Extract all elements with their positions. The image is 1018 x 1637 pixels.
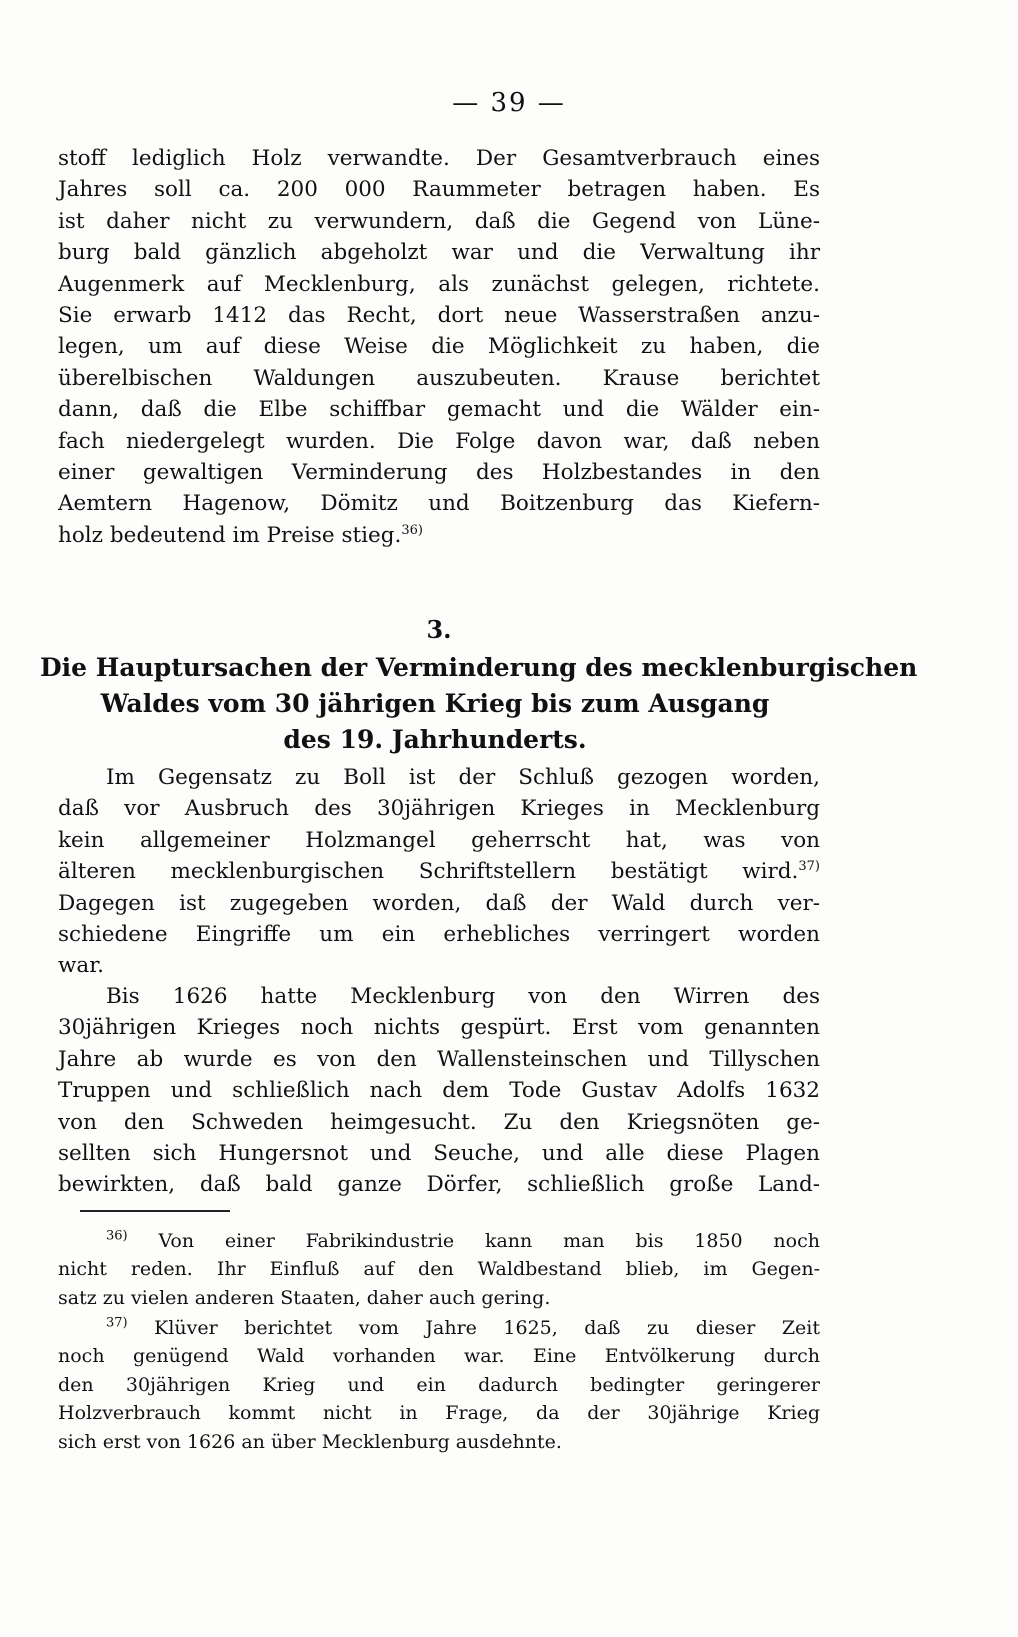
heading-line: Waldes vom 30 jährigen Krieg bis zum Ausgang [100,689,770,718]
footnote-line: den 30jährigen Krieg und ein dadurch bedingter geringerer [58,1373,820,1396]
text-line: kein allgemeiner Holzmangel geherrscht hat, was von [58,827,820,853]
footnote-37 [58,1314,820,1456]
footnote-line [58,1227,820,1255]
footnote-line: noch genügend Wald vorhanden war. Eine Entvölkerung durch [58,1345,820,1368]
text-line-content: holz bedeutend im Preise stieg. [58,522,402,548]
text-line: war. [58,953,104,979]
footnote-text: Von einer Fabrikindustrie kann man bis 1850 noch [158,1230,820,1252]
paragraph-1 [58,143,820,551]
page-number: — 39 — [452,88,566,118]
footnote-line: nicht reden. Ihr Einfluß auf den Waldbestand blieb, im Gegen- [58,1258,820,1281]
footnote-reference: 37) [798,859,820,875]
text-line: bewirkten, daß bald ganze Dörfer, schließlich große Land- [58,1172,820,1198]
text-line: stoff lediglich Holz verwandte. Der Gesamtverbrauch eines [58,146,820,171]
footnote-line: Holzverbrauch kommt nicht in Frage, da der 30jährige Krieg [58,1402,820,1425]
text-line: 30jährigen Krieges noch nichts gespürt. Erst vom genannten [58,1015,820,1041]
section-number: 3. [426,615,452,644]
footnote-reference: 36) [401,522,423,538]
heading-line: des 19. Jahrhunderts. [283,725,587,754]
text-line: Dagegen ist zugegeben worden, daß der Wald durch ver- [58,890,820,916]
text-line-content: älteren mecklenburgischen Schriftstellern bestätigt wird. [58,859,799,885]
text-line: einer gewaltigen Verminderung des Holzbestandes in den [58,459,820,485]
text-line: burg bald gänzlich abgeholzt war und die Verwaltung ihr [58,240,820,266]
text-line: daß vor Ausbruch des 30jährigen Krieges in Mecklenburg [58,796,820,822]
heading-line: Die Hauptursachen der Verminderung des mecklenburgischen [40,653,918,682]
footnote-line: sich erst von 1626 an über Mecklenburg ausdehnte. [58,1430,562,1453]
footnote-marker: 36) [106,1228,128,1244]
text-line: Im Gegensatz zu Boll ist der Schluß gezogen worden, [106,765,820,790]
text-line: dann, daß die Elbe schiffbar gemacht und die Wälder ein- [58,397,820,423]
text-line: ist daher nicht zu verwundern, daß die Gegend von Lüne- [58,208,820,234]
text-line: sellten sich Hungersnot und Seuche, und alle diese Plagen [58,1140,820,1166]
text-line: Jahres soll ca. 200 000 Raummeter betragen haben. Es [58,177,820,203]
text-line: von den Schweden heimgesucht. Zu den Kriegsnöten ge- [58,1109,820,1135]
text-line: legen, um auf diese Weise die Möglichkeit zu haben, die [58,334,820,360]
text-line: Aemtern Hagenow, Dömitz und Boitzenburg das Kiefern- [58,491,820,517]
text-line: schiedene Eingriffe um ein erhebliches verringert worden [58,921,820,947]
text-line: Jahre ab wurde es von den Wallensteinschen und Tillyschen [58,1046,820,1072]
text-line [58,520,820,551]
paragraph-3 [58,981,820,1201]
footnote-36 [58,1227,820,1312]
section-heading [40,650,918,758]
text-line [58,856,820,887]
footnote-separator [80,1210,230,1212]
text-line: überelbischen Waldungen auszubeuten. Krause berichtet [58,365,820,391]
footnote-marker: 37) [106,1315,128,1331]
text-line: fach niedergelegt wurden. Die Folge davon war, daß neben [58,428,820,454]
text-line: Sie erwarb 1412 das Recht, dort neue Wasserstraßen anzu- [58,302,820,328]
paragraph-2 [58,762,820,982]
footnote-text: Klüver berichtet vom Jahre 1625, daß zu dieser Zeit [154,1317,820,1339]
footnote-line: satz zu vielen anderen Staaten, daher auch gering. [58,1286,551,1309]
text-line: Truppen und schließlich nach dem Tode Gustav Adolfs 1632 [58,1078,820,1104]
text-line: Bis 1626 hatte Mecklenburg von den Wirren des [106,984,820,1009]
footnote-line [58,1314,820,1342]
text-line: Augenmerk auf Mecklenburg, als zunächst gelegen, richtete. [58,271,820,297]
